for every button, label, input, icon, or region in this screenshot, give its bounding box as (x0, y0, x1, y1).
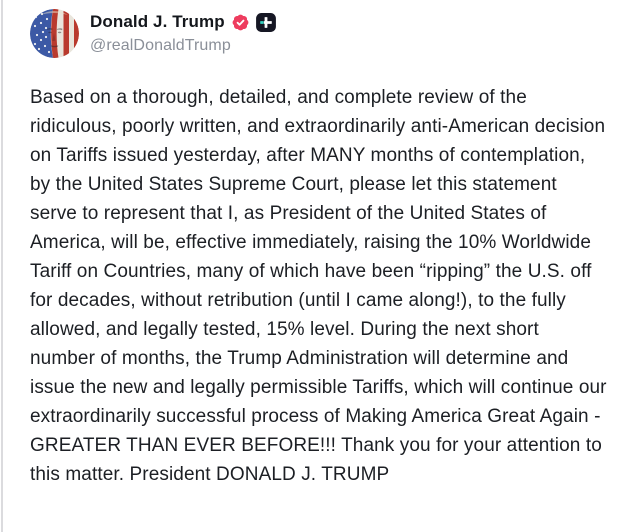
identity-block (90, 12, 276, 55)
trump-flag-avatar-image (30, 9, 79, 58)
post-card (30, 9, 610, 489)
page-left-border (1, 0, 3, 532)
name-row (90, 12, 276, 32)
verified-badge-icon (231, 13, 250, 32)
avatar[interactable] (30, 9, 79, 58)
post-body-text: Based on a thorough, detailed, and complete review of the ridiculous, poorly written, and extraordinarily anti-American decision on Tariffs issued yesterday, after MANY months of contemplation, by the United States Supreme Court, please let this statement serve to represent that I, as President of the United States of America, will be, effective immediately, raising the 10% Worldwide Tariff on Countries, many of which have been “ripping” the U.S. off for decades, without retribution (until I came along!), to the fully allowed, and legally tested, 15% level. During the next short number of months, the Trump Administration will determine and issue the new and legally permissible Tariffs, which will continue our extraordinarily successful process of Making America Great Again - GREATER THAN EVER BEFORE!!! Thank you for your attention to this matter. President DONALD J. TRUMP (30, 87, 612, 485)
post-header (30, 9, 610, 58)
display-name[interactable]: Donald J. Trump (90, 12, 225, 31)
truth-plus-badge-icon (256, 13, 276, 32)
user-handle[interactable]: @realDonaldTrump (90, 37, 231, 54)
